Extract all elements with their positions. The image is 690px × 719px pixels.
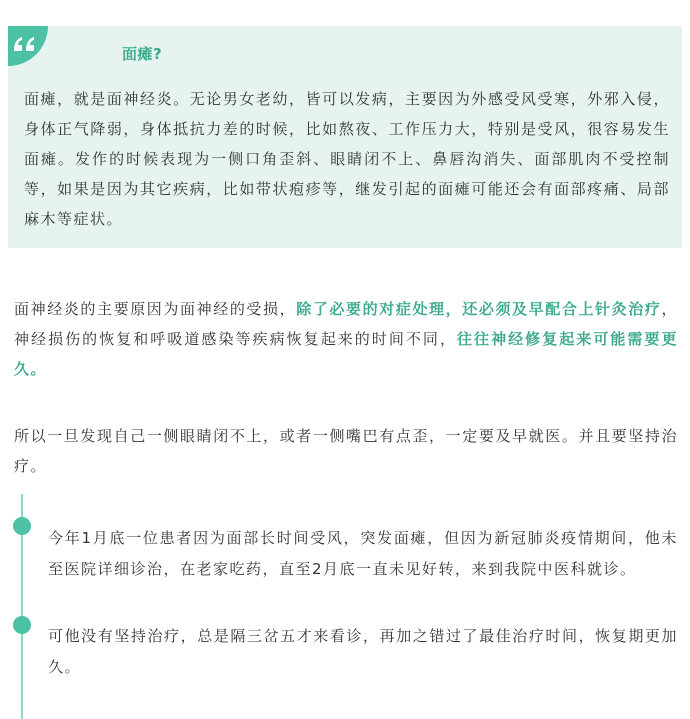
timeline-item: 今年1月底一位患者因为面部长时间受风，突发面瘫，但因为新冠肺炎疫情期间，他未至医院详细诊治，在老家吃药，直至2月底一直未见好转，来到我院中医科就诊。 <box>48 529 678 578</box>
cause-text-2: ，神经损伤的恢复和呼吸道感染等疾病恢复起来的时间不同， <box>14 300 678 348</box>
cause-highlight-2: 往往神经修复起来可能需要更久。 <box>14 330 678 378</box>
timeline-item: 可他没有坚持治疗，总是隔三岔五才来看诊，再加之错过了最佳治疗时间，恢复期更加久。 <box>48 627 678 676</box>
timeline-dot <box>13 616 31 634</box>
qa-body: 面瘫，就是面神经炎。无论男女老幼，皆可以发病，主要因为外感受风受寒，外邪入侵，身体正气降弱，身体抵抗力差的时候，比如熬夜、工作压力大，特别是受风，很容易发生面瘫。发作的时候表现为一侧口角歪斜、眼睛闭不上、鼻唇沟消失、面部肌肉不受控制等，如果是因为其它疾病，比如带状疱疹等，继发引起的面瘫可能还会有面部疼痛、局部麻木等症状。 <box>24 90 670 228</box>
timeline-dot <box>13 517 31 535</box>
cause-text-1: 面神经炎的主要原因为面神经的受损， <box>14 300 297 318</box>
double-quote-icon <box>12 36 38 52</box>
cause-paragraph <box>14 294 678 384</box>
cause-highlight-1: 除了必要的对症处理，还必须及早配合上针灸治疗 <box>296 300 662 318</box>
qa-card <box>8 26 682 248</box>
quote-badge <box>8 26 48 66</box>
qa-title: 面瘫? <box>122 45 163 63</box>
advice-paragraph: 所以一旦发现自己一侧眼睛闭不上，或者一侧嘴巴有点歪，一定要及早就医。并且要坚持治疗。 <box>14 427 678 475</box>
